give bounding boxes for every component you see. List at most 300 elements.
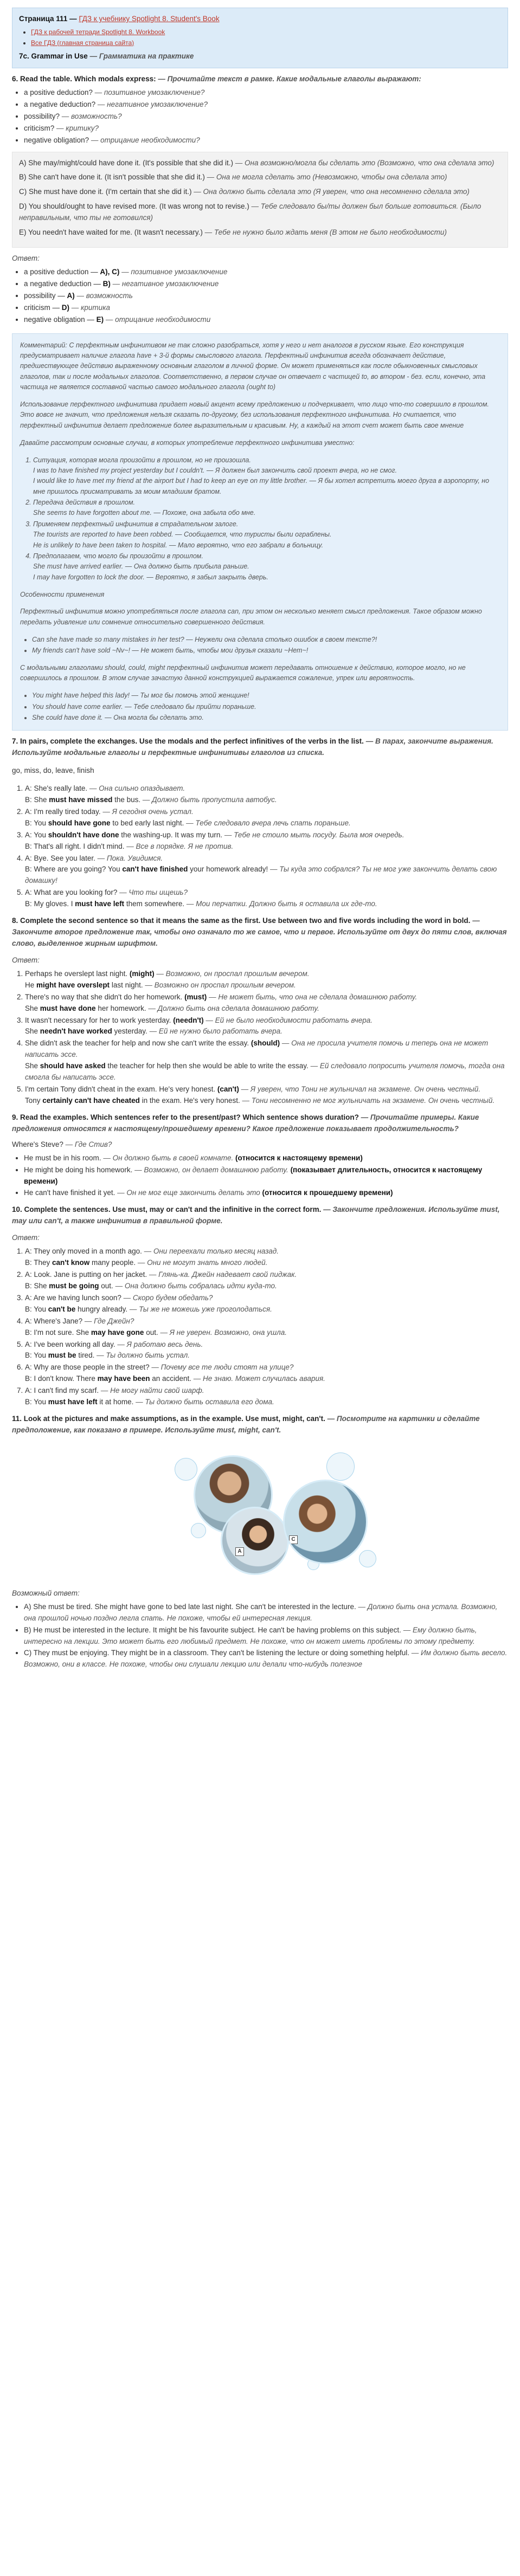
answer-line bbox=[25, 1003, 508, 1015]
ex6-table bbox=[19, 158, 501, 239]
list-item bbox=[25, 887, 508, 910]
line-a-post: the washing-up. It was my turn. bbox=[119, 830, 223, 839]
ex7-title-ru: — В парах, закончите выражения. Используйте модальные глаголы и перфектные инфинитивы глаголов из списка. bbox=[12, 737, 493, 757]
line-b-ru: — Ты должно быть устал. bbox=[94, 1351, 190, 1360]
line-b-post: them somewhere. bbox=[124, 900, 185, 908]
section-heading bbox=[19, 51, 501, 62]
row-en: A) She may/might/could have done it. (It's possible that she did it.) bbox=[19, 158, 234, 167]
list-item bbox=[25, 1038, 508, 1083]
question-en: I'm certain Tony didn't cheat in the exam. He's very honest. bbox=[25, 1085, 217, 1094]
line-a-en: A: They only moved in a month ago. bbox=[25, 1247, 142, 1256]
item-ru: — негативное умозаключение? bbox=[97, 100, 208, 108]
line-b-pre: B: She bbox=[25, 795, 49, 804]
ex11-title bbox=[12, 1413, 508, 1436]
ex7-verbs: go, miss, do, leave, finish bbox=[12, 766, 94, 775]
line-b-ru: — Мои перчатки. Должно быть я оставила их где-то. bbox=[184, 900, 377, 908]
answer-post: her homework. bbox=[95, 1004, 146, 1012]
line-b-pre: B: They bbox=[25, 1258, 53, 1267]
answer-en: a positive deduction — bbox=[24, 268, 100, 276]
line-b-pre: B: You bbox=[25, 1305, 48, 1313]
line-a bbox=[25, 1293, 508, 1304]
answer-bold: should have asked bbox=[40, 1062, 106, 1070]
note-case bbox=[33, 551, 500, 583]
item-en: negative obligation? bbox=[24, 135, 89, 144]
line-a bbox=[25, 806, 508, 818]
table-row bbox=[19, 201, 501, 224]
line-b-pre: B: You bbox=[25, 1351, 48, 1360]
row-en: E) You needn't have waited for me. (It wasn't necessary.) bbox=[19, 228, 203, 237]
row-ru: — Тебе не нужно было ждать меня (В этом не было необходимости) bbox=[204, 228, 447, 237]
answer-line bbox=[25, 1095, 508, 1107]
case-title: 1. Ситуация, которая могла произойти в прошлом, но не произошла. bbox=[33, 456, 251, 464]
line-b-ru: — Они не могут знать много людей. bbox=[136, 1258, 268, 1267]
item-en: possibility? bbox=[24, 112, 60, 120]
answer-ru: — критика bbox=[69, 303, 111, 312]
answer-pre: He bbox=[25, 980, 37, 989]
line-b-pre: B: I'm not sure. She bbox=[25, 1328, 91, 1337]
list-item bbox=[24, 290, 508, 302]
line-a-pre: A: You bbox=[25, 830, 48, 839]
list-item bbox=[24, 135, 508, 146]
photo-label-a: A bbox=[235, 1547, 244, 1556]
question-ru: — Я уверен, что Тони не жульничал на экзамене. Он очень честный. bbox=[239, 1085, 481, 1094]
list-item bbox=[25, 783, 508, 806]
line-b-pre: B: You bbox=[25, 1398, 48, 1406]
list-item: • Can she have made so many mistakes in her test? — Неужели она сделала столько ошибок в своем тексте?! bbox=[32, 635, 500, 645]
line-a-en: A: Bye. See you later. bbox=[25, 854, 95, 862]
note-p6: С модальными глаголами should, could, might перфектный инфинитив может передавать отношение к действию, которое могло, но не совершилось в прошлом. В этом случае зачастую данной конструкцией выражается сожаление, упрек или вероятность. bbox=[20, 663, 466, 682]
key-word: (can't) bbox=[217, 1085, 239, 1094]
key-word: (might) bbox=[129, 969, 155, 978]
row-en: C) She must have done it. (I'm certain that she did it.) bbox=[19, 188, 192, 196]
item-en: criticism? bbox=[24, 124, 55, 132]
question-line bbox=[25, 1084, 508, 1095]
line-b-ru: — Ты же не можешь уже проголодаться. bbox=[127, 1305, 272, 1313]
line-a-en: A: She's really late. bbox=[25, 784, 88, 793]
line-a-ru: — Я работаю весь день. bbox=[115, 1340, 203, 1348]
case-line: I may have forgotten to lock the door. — Вероятно, я забыл закрыть дверь. bbox=[33, 573, 268, 581]
answer-key: B) bbox=[102, 279, 111, 288]
line-b-post: tired. bbox=[76, 1351, 95, 1360]
question-line bbox=[25, 1015, 508, 1026]
line-b-answer: can't know bbox=[52, 1258, 90, 1267]
item-note: (показывает длительность, относится к настоящему времени) bbox=[24, 1165, 483, 1185]
line-b-pre: B: Where are you going? You bbox=[25, 865, 123, 874]
photo-a bbox=[221, 1507, 289, 1575]
answer-ru: — возможность bbox=[74, 291, 133, 300]
item-en: a positive deduction? bbox=[24, 88, 93, 96]
line-a-ru: — Я сегодня очень устал. bbox=[100, 807, 194, 816]
photo-c bbox=[283, 1480, 368, 1564]
list-item: • My friends can't have sold ~Nv~! — Не может быть, чтобы мои друзья сказали ~Нет~! bbox=[32, 645, 500, 656]
exercise-photo bbox=[12, 1442, 508, 1583]
line-b-ru: — Ты куда это собрался? Ты не мог уже закончить делать свою домашку! bbox=[25, 865, 497, 885]
ex6-answer-list bbox=[12, 267, 508, 326]
item-ru: — критику? bbox=[56, 124, 99, 132]
case-line: She seems to have forgotten about me. — Похоже, она забыла обо мне. bbox=[33, 509, 256, 517]
line-b-answer: must be going bbox=[49, 1281, 99, 1290]
line-b-post: your homework already! bbox=[188, 865, 268, 874]
ex10-title-ru: — Закончите предложения. Используйте must, may или can't, а также инфинитив в правильной форме. bbox=[12, 1205, 500, 1225]
line-a-en: A: Where's Jane? bbox=[25, 1316, 83, 1325]
question-en: Perhaps he overslept last night. bbox=[25, 969, 130, 978]
case-title: 4. Предполагаем, что могло бы произойти в прошлом. bbox=[33, 552, 203, 560]
list-item bbox=[24, 302, 508, 314]
line-b-pre: B: You bbox=[25, 818, 48, 827]
line-a-ru: — Тебе не стоило мыть посуду. Была моя очередь. bbox=[222, 830, 405, 839]
ex7-list bbox=[12, 783, 508, 910]
ex11-answer-label: Возможный ответ: bbox=[12, 1589, 80, 1597]
row-ru: — Тебе следовало бы/ты должен был больше готовиться. (Было неправильным, что ты не готовился) bbox=[19, 202, 482, 222]
line-b-answer: may have been bbox=[97, 1374, 150, 1383]
line-b-answer: must have left bbox=[75, 900, 125, 908]
question-en: It wasn't necessary for her to work yesterday. bbox=[25, 1016, 174, 1024]
line-a bbox=[25, 1269, 508, 1281]
list-item bbox=[24, 1602, 508, 1624]
row-ru: — Она должно быть сделала это (Я уверен, что она несомненно сделала это) bbox=[194, 188, 470, 196]
item-note: (относится к прошедшему времени) bbox=[260, 1189, 393, 1197]
ex8-title-ru: — Закончите второе предложение так, чтобы оно означало то же самое, что и первое. Используйте от двух до пяти слов, включая слово, выделенное жирным шрифтом. bbox=[12, 916, 507, 947]
ex7-title bbox=[12, 736, 508, 759]
answer-en: possibility — bbox=[24, 291, 67, 300]
ex7-title-en: 7. In pairs, complete the exchanges. Use the modals and the perfect infinitives of the verbs in the list. bbox=[12, 737, 364, 746]
page-line bbox=[19, 14, 501, 25]
line-a-en: A: Look. Jane is putting on her jacket. bbox=[25, 1270, 147, 1279]
line-b bbox=[25, 899, 508, 910]
line-b-post: an accident. bbox=[150, 1374, 192, 1383]
line-a bbox=[25, 783, 508, 795]
list-item bbox=[25, 1362, 508, 1385]
note-p4: Особенности применения bbox=[20, 590, 105, 598]
line-a-en: A: Why are those people in the street? bbox=[25, 1363, 150, 1372]
line-b-post: out. bbox=[144, 1328, 158, 1337]
item-en: C) They must be enjoying. They might be in a classroom. They can't be listening the lecture or doing something helpful. bbox=[24, 1649, 409, 1657]
line-a bbox=[25, 887, 508, 899]
list-item bbox=[24, 1648, 508, 1670]
case-line: She must have arrived earlier. — Она должно быть прибыла раньше. bbox=[33, 563, 249, 571]
line-a-ru: — Скоро будем обедать? bbox=[121, 1293, 213, 1302]
line-b bbox=[25, 1304, 508, 1315]
list-item bbox=[24, 87, 508, 99]
list-item bbox=[25, 853, 508, 887]
answer-ru: — Ей следовало попросить учителя помочь, тогда она смогла бы написать эссе. bbox=[25, 1062, 505, 1082]
line-b bbox=[25, 841, 508, 853]
ex9-title bbox=[12, 1112, 508, 1135]
section-title-ru: — Грамматика на практике bbox=[89, 52, 194, 61]
line-b-pre: B: She bbox=[25, 1281, 49, 1290]
answer-ru: — позитивное умозаключение bbox=[119, 268, 228, 276]
line-b bbox=[25, 1397, 508, 1408]
table-row bbox=[19, 158, 501, 169]
answer-line bbox=[25, 980, 508, 991]
answer-key: E) bbox=[96, 315, 104, 324]
line-b-answer: must have left bbox=[48, 1398, 98, 1406]
item-ru: — Им должно быть весело. Возможно, они в классе. Не похоже, чтобы они слушали лекцию или делали что-нибудь полезное bbox=[24, 1649, 508, 1669]
question-ru: — Возможно, он проспал прошлым вечером. bbox=[154, 969, 310, 978]
list-item bbox=[24, 1187, 508, 1199]
ex10-title bbox=[12, 1204, 508, 1227]
line-a-ru: — Где Джейн? bbox=[82, 1316, 134, 1325]
line-a-en: A: Are we having lunch soon? bbox=[25, 1293, 121, 1302]
page-prefix: Страница 111 — bbox=[19, 15, 77, 23]
line-b-answer: can't have finished bbox=[122, 865, 188, 874]
line-b-answer: must be bbox=[48, 1351, 76, 1360]
line-b bbox=[25, 795, 508, 806]
line-b-ru: — Я не уверен. Возможно, она ушла. bbox=[158, 1328, 287, 1337]
item-en: He might be doing his homework. bbox=[24, 1165, 133, 1174]
line-b bbox=[25, 864, 508, 887]
ex6-answer-label: Ответ: bbox=[12, 254, 40, 263]
line-a bbox=[25, 1246, 508, 1257]
question-ru: — Не может быть, что она не сделала домашнюю работу. bbox=[207, 992, 418, 1001]
ex9-title-en: 9. Read the examples. Which sentences refer to the present/past? Which sentence shows duration? bbox=[12, 1113, 359, 1121]
row-en: D) You should/ought to have revised more. (It was wrong not to revise.) bbox=[19, 202, 249, 211]
line-a bbox=[25, 1385, 508, 1397]
list-item bbox=[24, 1625, 508, 1648]
header-box bbox=[12, 8, 508, 68]
workbook-link[interactable]: ГДЗ к рабочей тетради Spotlight 8. Workbook bbox=[31, 28, 165, 36]
line-b bbox=[25, 1327, 508, 1339]
ex8-title-en: 8. Complete the second sentence so that it means the same as the first. Use between two and five words including the word in bold. bbox=[12, 916, 471, 925]
list-item bbox=[25, 1015, 508, 1038]
note-p3: Давайте рассмотрим основные случаи, в которых употребление перфектного инфинитива уместно: bbox=[20, 438, 355, 447]
answer-pre: Tony bbox=[25, 1096, 43, 1105]
case-line: He is unlikely to have been taken to hospital. — Мало вероятно, что его забрали в больницу. bbox=[33, 541, 324, 549]
answer-en: a negative deduction — bbox=[24, 279, 103, 288]
line-a-en: A: I can't find my scarf. bbox=[25, 1386, 99, 1395]
line-a-ru: — Они переехали только месяц назад. bbox=[142, 1247, 279, 1256]
ex9-question-ru: — Где Стив? bbox=[63, 1140, 112, 1148]
list-item bbox=[25, 1293, 508, 1315]
line-b-ru: — Все в порядке. Я не против. bbox=[124, 842, 234, 850]
answer-post: the teacher for help then she would be able to write the essay. bbox=[105, 1062, 309, 1070]
line-b bbox=[25, 1257, 508, 1269]
ex9-list bbox=[12, 1153, 508, 1199]
case-line: The tourists are reported to have been robbed. — Сообщается, что туристы были ограблены. bbox=[33, 531, 332, 539]
case-line: I was to have finished my project yesterday but I couldn't. — Я должен был закончить свой проект вчера, но не смог. bbox=[33, 466, 397, 474]
line-b-answer: may have gone bbox=[91, 1328, 144, 1337]
line-b-pre: B: My gloves. I bbox=[25, 900, 75, 908]
answer-pre: She bbox=[25, 1004, 40, 1012]
answer-line bbox=[25, 1026, 508, 1037]
item-en: A) She must be tired. She might have gone to bed late last night. She can't be interested in the lecture. bbox=[24, 1602, 356, 1611]
ex9-question-en: Where's Steve? bbox=[12, 1140, 63, 1148]
answer-bold: must have done bbox=[40, 1004, 96, 1012]
photo-label-c: C bbox=[289, 1535, 298, 1544]
list-item bbox=[25, 1385, 508, 1408]
note-case bbox=[33, 498, 500, 519]
line-b-ru: — Не знаю. Может случилась авария. bbox=[191, 1374, 325, 1383]
line-a-en: A: What are you looking for? bbox=[25, 888, 118, 897]
answer-ru: — Возможно он проспал прошлым вечером. bbox=[143, 980, 296, 989]
note-p2: Использование перфектного инфинитива придает новый акцент всему предложению и подчеркивает, что лицо что-то совершило в прошлом. Это вовсе не значит, что предложения нельзя сказать по-другому, без использования перфектного инфинитива. Но считается, что перфектный инфинитив делает предложение более выразительным и красивым. Ну, а каждый на этот счет может быть свое мнение bbox=[20, 401, 489, 429]
ex11-title-en: 11. Look at the pictures and make assumptions, as in the example. Use must, might, can't. bbox=[12, 1415, 325, 1423]
list-item bbox=[24, 123, 508, 134]
line-a-en: A: I'm really tired today. bbox=[25, 807, 101, 816]
line-b-answer: must have missed bbox=[49, 795, 113, 804]
list-item bbox=[25, 806, 508, 829]
answer-bold: might have overslept bbox=[36, 980, 110, 989]
answer-pre: She bbox=[25, 1062, 40, 1070]
question-line bbox=[25, 992, 508, 1003]
table-row bbox=[19, 186, 501, 198]
case-title: 2. Передача действия в прошлом. bbox=[33, 499, 135, 506]
line-b bbox=[25, 818, 508, 829]
line-b-ru: — Ты должно быть оставила его дома. bbox=[133, 1398, 274, 1406]
ex9-title-ru: — Прочитайте примеры. Какие предложения относятся к настоящему/прошедшему времени? Какое предложение показывает продолжительность? bbox=[12, 1113, 479, 1133]
item-ru: — отрицание необходимости? bbox=[91, 135, 200, 144]
table-row bbox=[19, 172, 501, 183]
row-en: B) She can't have done it. (It isn't possible that she did it.) bbox=[19, 173, 205, 182]
ex8-title bbox=[12, 915, 508, 950]
item-note: (относится к настоящему времени) bbox=[233, 1153, 363, 1162]
list-item bbox=[25, 969, 508, 991]
commentary-box bbox=[12, 333, 508, 731]
line-a-answer: shouldn't have done bbox=[48, 830, 119, 839]
line-a bbox=[25, 1339, 508, 1351]
answer-en: negative obligation — bbox=[24, 315, 97, 324]
list-item bbox=[24, 111, 508, 122]
line-b-post: out. bbox=[99, 1281, 113, 1290]
item-ru: — возможность? bbox=[61, 112, 122, 120]
note-cases-list bbox=[20, 455, 500, 583]
list-item bbox=[24, 1153, 508, 1164]
ex8-answer-label: Ответ: bbox=[12, 955, 40, 964]
answer-bold: certainly can't have cheated bbox=[42, 1096, 140, 1105]
gdz-links bbox=[19, 27, 501, 48]
table-row bbox=[19, 227, 501, 238]
line-b-post: many people. bbox=[89, 1258, 136, 1267]
item-ru: — Он должно быть в своей комнате. bbox=[101, 1153, 234, 1162]
line-b-answer: can't be bbox=[48, 1305, 76, 1313]
answer-pre: She bbox=[25, 1027, 40, 1036]
line-b-ru: — Она должно быть собралась идти куда-то. bbox=[113, 1281, 277, 1290]
answer-ru: — отрицание необходимости bbox=[104, 315, 211, 324]
line-a bbox=[25, 853, 508, 864]
ex8-list bbox=[12, 969, 508, 1107]
line-b-en: B: That's all right. I didn't mind. bbox=[25, 842, 125, 850]
item-ru: — позитивное умозаключение? bbox=[94, 88, 205, 96]
ex6-title-ru: — Прочитайте текст в рамке. Какие модальные глаголы выражают: bbox=[158, 75, 421, 83]
list-item bbox=[25, 1084, 508, 1107]
line-a bbox=[25, 1316, 508, 1327]
answer-ru: — негативное умозаключение bbox=[110, 279, 219, 288]
ex10-answer-label: Ответ: bbox=[12, 1234, 40, 1242]
book-link[interactable]: ГДЗ к учебнику Spotlight 8. Student's Book bbox=[79, 15, 220, 23]
line-b-post: hungry already. bbox=[75, 1305, 128, 1313]
section-title: 7c. Grammar in Use bbox=[19, 52, 88, 61]
answer-ru: — Должно быть она сделала домашнюю работу. bbox=[146, 1004, 319, 1012]
line-a-ru: — Не могу найти свой шарф. bbox=[99, 1386, 204, 1395]
answer-key: A), C) bbox=[100, 268, 120, 276]
key-word: (should) bbox=[251, 1039, 280, 1048]
list-item bbox=[24, 314, 508, 326]
key-word: (needn't) bbox=[173, 1016, 204, 1024]
ex6-title-en: 6. Read the table. Which modals express: bbox=[12, 75, 156, 83]
line-b-ru: — Должно быть пропустила автобус. bbox=[140, 795, 277, 804]
line-a bbox=[25, 1362, 508, 1373]
line-b bbox=[25, 1281, 508, 1292]
item-ru: — Возможно, он делает домашнюю работу. bbox=[132, 1165, 288, 1174]
list-item bbox=[24, 279, 508, 290]
list-item bbox=[24, 1165, 508, 1187]
line-b-post: to bed early last night. bbox=[110, 818, 184, 827]
answer-line bbox=[25, 1061, 508, 1083]
answer-post: last night. bbox=[110, 980, 143, 989]
question-en: She didn't ask the teacher for help and now she can't write the essay. bbox=[25, 1039, 251, 1048]
item-ru: — Он не мог еще закончить делать это bbox=[115, 1189, 260, 1197]
key-word: (must) bbox=[184, 992, 207, 1001]
line-b bbox=[25, 1350, 508, 1361]
question-en: There's no way that she didn't do her homework. bbox=[25, 992, 185, 1001]
list-item bbox=[25, 1339, 508, 1362]
answer-ru: — Тони несомненно не мог жульничать на экзамене. Он очень честный. bbox=[240, 1096, 495, 1105]
line-b bbox=[25, 1373, 508, 1385]
case-title: 3. Применяем перфектный инфинитив в страдательном залоге. bbox=[33, 520, 239, 528]
note-modal-list bbox=[20, 690, 500, 723]
note-case bbox=[33, 519, 500, 551]
ex6-title bbox=[12, 74, 508, 85]
answer-bold: needn't have worked bbox=[40, 1027, 112, 1036]
item-ru: — Должно быть она устала. Возможно, она прошлой ночью поздно легла спать. Не похоже, чтобы ей интересная лекция. bbox=[24, 1602, 498, 1622]
list-item bbox=[31, 38, 501, 48]
note-p1: Комментарий: С перфектным инфинитивом не так сложно разобраться, хотя у него и нет аналогов в русском языке. Его конструкция предусматривает наличие глагола have + 3-й формы смыслового глагола. Перфектный инфинитив всегда обозначает действие, предшествующее действию выраженному основным глаголом в личной форме. Он может применяться как после обыкновенных смысловых глаголов, так и после модальных глаголов. Соответственно, в первом случае он отвечает с частицей to, во втором - без. если, конечно, эта частица не является составной частью самого модального глагола (ought to) bbox=[20, 341, 486, 391]
line-b-pre: B: I don't know. There bbox=[25, 1374, 98, 1383]
answer-post: yesterday. bbox=[112, 1027, 147, 1036]
case-line: I would like to have met my friend at the airport but I had to keep an eye on my little brother. — Я бы хотел встретить моего друга в аэропорту, но мне пришлось присматривать за моим младшим братом. bbox=[33, 477, 490, 495]
list-item bbox=[25, 992, 508, 1015]
line-b-ru: — Тебе следовало вчера лечь спать пораньше. bbox=[184, 818, 351, 827]
list-item bbox=[24, 267, 508, 278]
ex10-list bbox=[12, 1246, 508, 1408]
list-item: • She could have done it. — Она могла бы сделать это. bbox=[32, 713, 500, 723]
ex6-table-box bbox=[12, 152, 508, 248]
line-b-post: the bus. bbox=[112, 795, 141, 804]
question-ru: — Она не просила учителя помочь и теперь она не может написать эссе. bbox=[25, 1039, 489, 1059]
item-ru: — Ему должно быть, интересно на лекции. Это может быть его любимый предмет. Не похоже, что он может иметь проблемы по этому предмету. bbox=[24, 1625, 477, 1645]
ex11-list bbox=[12, 1602, 508, 1671]
list-item bbox=[24, 99, 508, 111]
list-item bbox=[25, 830, 508, 853]
line-a bbox=[25, 830, 508, 841]
all-gdz-link[interactable]: Все ГДЗ (главная страница сайта) bbox=[31, 38, 134, 47]
list-item bbox=[25, 1246, 508, 1269]
line-a-en: A: I've been working all day. bbox=[25, 1340, 115, 1348]
line-a-ru: — Почему все те люди стоят на улице? bbox=[149, 1363, 294, 1372]
answer-post: in the exam. He's very honest. bbox=[139, 1096, 240, 1105]
list-item: • You might have helped this lady! — Ты мог бы помочь этой женщине! bbox=[32, 690, 500, 701]
ex9-question bbox=[12, 1139, 508, 1151]
note-can-list bbox=[20, 635, 500, 656]
list-item bbox=[31, 27, 501, 37]
line-b-answer: should have gone bbox=[48, 818, 111, 827]
question-line bbox=[25, 969, 508, 980]
line-a-ru: — Глянь-ка. Джейн надевает свой пиджак. bbox=[147, 1270, 297, 1279]
line-b-post: it at home. bbox=[97, 1398, 134, 1406]
note-p5: Перфектный инфинитив можно употребляться после глагола can, при этом он несколько меняет смысл предложения. Такое образом можно передать удивление или сомнение относительно совершенного действия. bbox=[20, 608, 482, 626]
item-en: a negative deduction? bbox=[24, 100, 96, 108]
question-line bbox=[25, 1038, 508, 1061]
item-en: B) He must be interested in the lecture. It might be his favourite subject. He can't be having problems on this subject. bbox=[24, 1625, 401, 1634]
item-en: He can't have finished it yet. bbox=[24, 1189, 115, 1197]
line-a-ru: — Что ты ищешь? bbox=[117, 888, 188, 897]
row-ru: — Она не могла сделать это (Невозможно, чтобы она сделала это) bbox=[207, 173, 447, 182]
list-item bbox=[25, 1316, 508, 1339]
answer-en: criticism — bbox=[24, 303, 62, 312]
line-a-ru: — Пока. Увидимся. bbox=[95, 854, 163, 862]
line-a-ru: — Она сильно опаздывает. bbox=[87, 784, 185, 793]
answer-ru: — Ей не нужно было работать вчера. bbox=[147, 1027, 283, 1036]
